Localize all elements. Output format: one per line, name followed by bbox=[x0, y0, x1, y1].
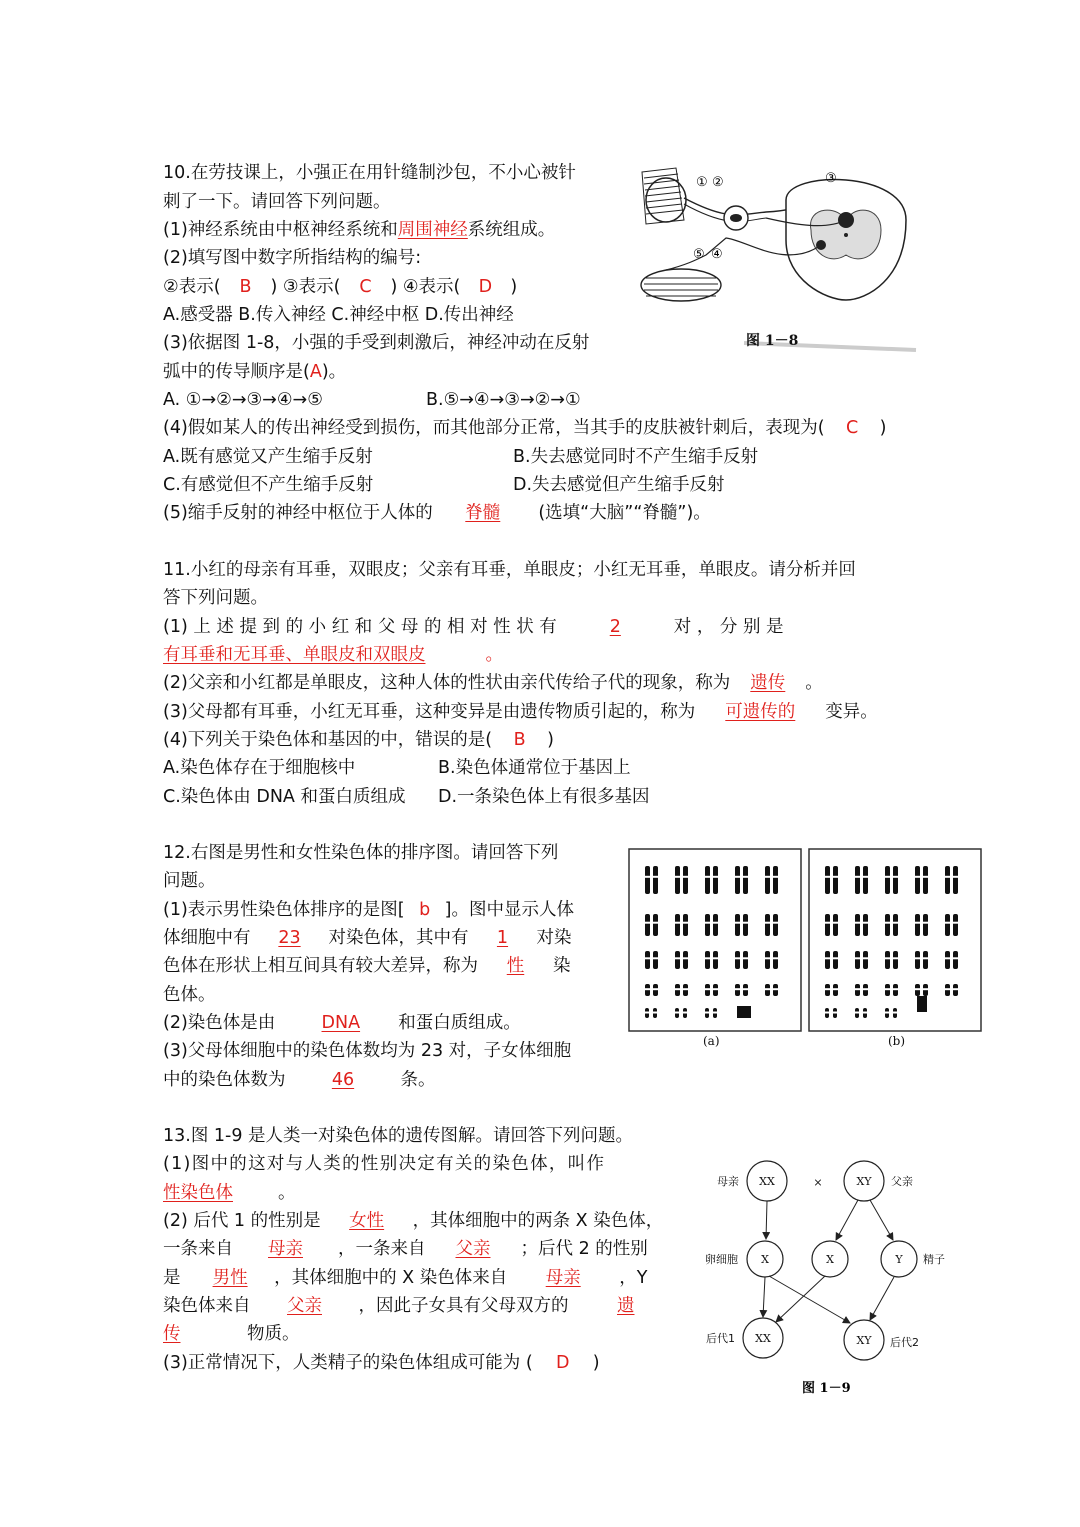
q13-answer-3: D bbox=[555, 1353, 570, 1373]
chromosome bbox=[645, 951, 650, 969]
chromosome bbox=[743, 914, 748, 936]
muscle-effector bbox=[641, 269, 721, 301]
q12-line-2: 问题。 bbox=[163, 871, 216, 891]
q12-answer-1a: b bbox=[419, 900, 431, 920]
q13-answer-2h: 传 bbox=[163, 1324, 181, 1344]
chromosome bbox=[675, 951, 680, 969]
q13-q2-line4: 染色体来自 父亲 ，因此子女具有父母双方的 遗 bbox=[163, 1296, 635, 1316]
chromosome bbox=[765, 866, 770, 894]
q13-answer-2e: 母亲 bbox=[545, 1268, 581, 1288]
q13-answer-2f: 父亲 bbox=[287, 1296, 322, 1316]
chromosome bbox=[885, 951, 890, 969]
mother-genotype: XX bbox=[759, 1175, 775, 1188]
chromosome bbox=[825, 866, 830, 894]
chromosome bbox=[773, 866, 778, 894]
offspring-1-label: 后代1 bbox=[706, 1332, 735, 1345]
q13-line-1: 13.图 1-9 是人类一对染色体的遗传图解。请回答下列问题。 bbox=[163, 1126, 634, 1146]
karyotype-label-a: (a) bbox=[703, 1034, 720, 1048]
q12-q1: (1)表示男性染色体排序的是图[ b ]。图中显示人体 bbox=[163, 900, 574, 920]
skin-receptor bbox=[642, 168, 686, 224]
q11-q2: (2)父亲和小红都是单眼皮，这种人体的性状由亲代传给子代的现象，称为 遗传 。 bbox=[163, 673, 823, 693]
q12-q2: (2)染色体是由 DNA 和蛋白质组成。 bbox=[163, 1013, 521, 1033]
chromosome bbox=[923, 914, 928, 936]
q11-q1: (1) 上 述 提 到 的 小 红 和 父 母 的 相 对 性 状 有 2 对 ， 分 别 是 bbox=[163, 617, 784, 637]
sperm-x-genotype: X bbox=[826, 1253, 834, 1266]
chromosome bbox=[945, 951, 950, 969]
q12-answer-2: DNA bbox=[321, 1013, 361, 1033]
q10-answer-5: 脊髓 bbox=[465, 503, 501, 523]
q12-line-1: 12.右图是男性和女性染色体的排序图。请回答下列 bbox=[163, 843, 559, 863]
q13-q3: (3)正常情况下，人类精子的染色体组成可能为 ( D ) bbox=[163, 1353, 600, 1373]
chromosome bbox=[683, 866, 688, 894]
chromosome bbox=[833, 914, 838, 936]
father-label: 父亲 bbox=[891, 1175, 913, 1188]
q13-q2-line5: 传 物质。 bbox=[163, 1324, 300, 1344]
chromosome bbox=[675, 866, 680, 894]
chromosome bbox=[675, 914, 680, 936]
chromosome bbox=[653, 914, 658, 936]
chromosome bbox=[705, 866, 710, 894]
chromosome bbox=[683, 951, 688, 969]
chromosome bbox=[825, 951, 830, 969]
q11-q4-options-ab: A.染色体存在于细胞核中 B.染色体通常位于基因上 bbox=[163, 758, 631, 778]
q13-q2: (2) 后代 1 的性别是 女性 ，其体细胞中的两条 X 染色体， bbox=[163, 1211, 664, 1231]
q10-q3: (3)依据图 1-8，小强的手受到刺激后，神经冲动在反射 bbox=[163, 333, 590, 353]
karyotype-figure bbox=[626, 846, 986, 1036]
label-3: ③ bbox=[825, 171, 837, 186]
q12-answer-1c: 1 bbox=[496, 928, 509, 948]
q11-line-1: 11.小红的母亲有耳垂，双眼皮；父亲有耳垂，单眼皮；小红无耳垂，单眼皮。请分析并回 bbox=[163, 560, 856, 580]
q10-q3-answer: 弧中的传导顺序是(A)。 bbox=[163, 362, 347, 382]
egg-label: 卵细胞 bbox=[705, 1253, 738, 1266]
q10-answer-2c: D bbox=[478, 277, 493, 297]
q11-q1-answer: 有耳垂和无耳垂、单眼皮和双眼皮 。 bbox=[163, 645, 503, 665]
chromosome bbox=[713, 951, 718, 969]
chromosome bbox=[863, 914, 868, 936]
chromosome bbox=[713, 866, 718, 894]
spinal-cord bbox=[786, 180, 906, 300]
label-1: ① bbox=[696, 175, 708, 190]
figure-1-9-caption: 图 1－9 bbox=[802, 1381, 851, 1396]
q12-q1-line2: 体细胞中有 23 对染色体，其中有 1 对染 bbox=[163, 928, 572, 948]
q10-q3-options: A. ①→②→③→④→⑤ B.⑤→④→③→②→① bbox=[163, 390, 581, 410]
chromosome bbox=[765, 914, 770, 936]
chromosome bbox=[705, 951, 710, 969]
q11-answer-1a: 2 bbox=[609, 617, 621, 637]
chromosome bbox=[855, 951, 860, 969]
q13-q2-line3: 是 男性 ，其体细胞中的 X 染色体来自 母亲 ，Y bbox=[163, 1268, 648, 1288]
q10-line-2: 刺了一下。请回答下列问题。 bbox=[163, 192, 391, 212]
q11-answer-4: B bbox=[513, 730, 526, 750]
chromosome bbox=[893, 866, 898, 894]
q12-q3-answer: 中的染色体数为 46 条。 bbox=[163, 1070, 436, 1090]
q10-q1: (1)神经系统由中枢神经系统和周围神经系统组成。 bbox=[163, 220, 556, 240]
chromosome bbox=[923, 866, 928, 894]
q10-answer-2a: B bbox=[239, 277, 252, 297]
q13-answer-2c: 父亲 bbox=[455, 1239, 491, 1259]
chromosome bbox=[833, 866, 838, 894]
q12-q1-line3: 色体在形状上相互间具有较大差异，称为 性 染 bbox=[163, 956, 571, 976]
q13-answer-2g: 遗 bbox=[617, 1296, 635, 1316]
q11-line-2: 答下列问题。 bbox=[163, 588, 268, 608]
q10-answer-2b: C bbox=[359, 277, 372, 297]
chromosome bbox=[915, 914, 920, 936]
chromosome bbox=[743, 951, 748, 969]
chromosome bbox=[855, 914, 860, 936]
q11-answer-3: 可遗传的 bbox=[725, 702, 796, 722]
chromosome bbox=[653, 951, 658, 969]
chromosome bbox=[735, 951, 740, 969]
offspring-2-genotype: XY bbox=[856, 1334, 872, 1347]
chromosome bbox=[885, 866, 890, 894]
sperm-label: 精子 bbox=[923, 1253, 945, 1266]
q12-answer-1d: 性 bbox=[506, 956, 525, 976]
chromosome bbox=[945, 866, 950, 894]
chromosome bbox=[885, 914, 890, 936]
chromosome bbox=[863, 866, 868, 894]
egg-genotype: X bbox=[761, 1253, 769, 1266]
q10-answer-1: 周围神经 bbox=[397, 220, 468, 240]
chromosome bbox=[683, 914, 688, 936]
chromosome bbox=[825, 914, 830, 936]
q10-q4: (4)假如某人的传出神经受到损伤，而其他部分正常，当其手的皮肤被针刺后，表现为( C ) bbox=[163, 418, 887, 438]
label-4: ④ bbox=[711, 247, 723, 262]
figure-1-8-caption: 图 1－8 bbox=[746, 333, 799, 349]
chromosome bbox=[923, 951, 928, 969]
q11-q4: (4)下列关于染色体和基因的中，错误的是( B ) bbox=[163, 730, 554, 750]
q13-q1-answer: 性染色体 。 bbox=[163, 1183, 296, 1203]
label-5: ⑤ bbox=[693, 247, 705, 262]
chromosome bbox=[953, 866, 958, 894]
chromosome bbox=[705, 914, 710, 936]
chromosome bbox=[773, 951, 778, 969]
q12-q1-line4: 色体。 bbox=[163, 985, 216, 1005]
chromosome bbox=[953, 951, 958, 969]
q13-answer-1: 性染色体 bbox=[163, 1183, 233, 1203]
chromosome bbox=[645, 914, 650, 936]
chromosome bbox=[765, 951, 770, 969]
q10-q2: (2)填写图中数字所指结构的编号: bbox=[163, 248, 422, 268]
q10-answer-3: A bbox=[309, 362, 322, 382]
q13-answer-2b: 母亲 bbox=[268, 1239, 303, 1259]
q12-q3: (3)父母体细胞中的染色体数均为 23 对，子女体细胞 bbox=[163, 1041, 572, 1061]
q13-answer-2d: 男性 bbox=[212, 1268, 248, 1288]
chromosome bbox=[735, 866, 740, 894]
q10-line-1: 10.在劳技课上，小强正在用针缝制沙包，不小心被针 bbox=[163, 163, 576, 183]
q10-q4-options-ab: A.既有感觉又产生缩手反射 B.失去感觉同时不产生缩手反射 bbox=[163, 447, 759, 467]
label-2: ② bbox=[712, 175, 724, 190]
chromosome bbox=[915, 866, 920, 894]
reflex-arc-figure bbox=[636, 160, 926, 355]
q13-answer-2a: 女性 bbox=[349, 1211, 385, 1231]
sex-chromosome bbox=[917, 996, 927, 1012]
q10-answer-4: C bbox=[846, 418, 859, 438]
father-genotype: XY bbox=[856, 1175, 872, 1188]
q11-q4-options-cd: C.染色体由 DNA 和蛋白质组成 D.一条染色体上有很多基因 bbox=[163, 787, 650, 807]
mother-label: 母亲 bbox=[717, 1175, 739, 1188]
q10-q2-answers: ②表示( B ) ③表示( C ) ④表示( D ) bbox=[163, 277, 518, 297]
q10-q2-options: A.感受器 B.传入神经 C.神经中枢 D.传出神经 bbox=[163, 305, 514, 325]
chromosome bbox=[855, 866, 860, 894]
chromosome bbox=[645, 866, 650, 894]
chromosome bbox=[953, 914, 958, 936]
offspring-1-genotype: XX bbox=[755, 1332, 771, 1345]
q10-q4-options-cd: C.有感觉但不产生缩手反射 D.失去感觉但产生缩手反射 bbox=[163, 475, 725, 495]
karyotype-label-b: (b) bbox=[888, 1034, 906, 1048]
chromosome bbox=[893, 914, 898, 936]
q13-q2-line2: 一条来自 母亲 ，一条来自 父亲 ；后代 2 的性别 bbox=[163, 1239, 648, 1259]
q12-answer-1b: 23 bbox=[278, 928, 301, 948]
chromosome bbox=[713, 914, 718, 936]
q12-answer-3: 46 bbox=[331, 1070, 355, 1090]
chromosome bbox=[915, 951, 920, 969]
q13-q1: (1)图中的这对与人类的性别决定有关的染色体，叫作 bbox=[163, 1154, 606, 1174]
chromosome bbox=[833, 951, 838, 969]
q11-q3: (3)父母都有耳垂，小红无耳垂，这种变异是由遗传物质引起的，称为 可遗传的 变异。 bbox=[163, 702, 878, 722]
q11-answer-2: 遗传 bbox=[750, 673, 786, 693]
sperm-y-genotype: Y bbox=[895, 1253, 903, 1266]
offspring-2-label: 后代2 bbox=[890, 1336, 919, 1349]
chromosome bbox=[653, 866, 658, 894]
chromosome bbox=[893, 951, 898, 969]
inheritance-diagram bbox=[700, 1150, 960, 1410]
chromosome bbox=[945, 914, 950, 936]
chromosome bbox=[863, 951, 868, 969]
cross-symbol: × bbox=[813, 1176, 823, 1189]
chromosome bbox=[743, 866, 748, 894]
chromosome bbox=[735, 914, 740, 936]
q11-answer-1b: 有耳垂和无耳垂、单眼皮和双眼皮 bbox=[163, 645, 426, 665]
sex-chromosome bbox=[737, 1006, 751, 1018]
chromosome bbox=[773, 914, 778, 936]
q10-q5: (5)缩手反射的神经中枢位于人体的 脊髓 (选填“大脑”“脊髓”)。 bbox=[163, 503, 711, 523]
